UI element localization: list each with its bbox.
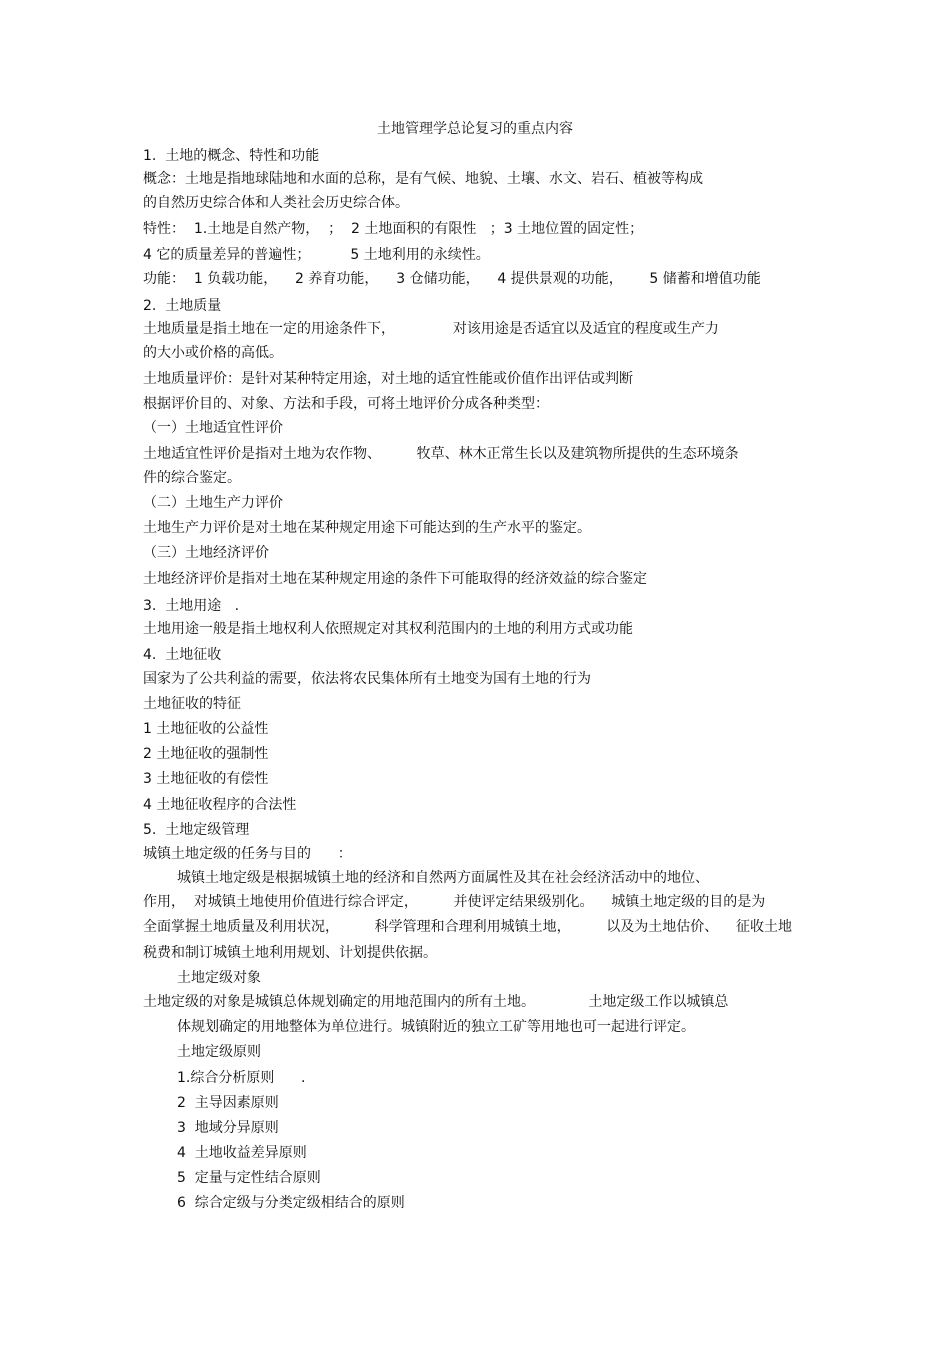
text-line: 国家为了公共利益的需要，依法将农民集体所有土地变为国有土地的行为 [143, 671, 591, 687]
text-line: 2 主导因素原则 [177, 1095, 279, 1111]
text-line: 2 土地征收的强制性 [143, 746, 269, 762]
text-line: 土地经济评价是指对土地在某种规定用途的条件下可能取得的经济效益的综合鉴定 [143, 571, 647, 587]
text-line: 土地征收的特征 [143, 696, 241, 712]
text-line: 件的综合鉴定。 [143, 470, 241, 486]
text-line: 土地定级的对象是城镇总体规划确定的用地范围内的所有土地。 土地定级工作以城镇总 [143, 994, 729, 1010]
text-line: 4 土地收益差异原则 [177, 1145, 307, 1161]
text-line: 1 土地征收的公益性 [143, 721, 269, 737]
text-line: 5 定量与定性结合原则 [177, 1170, 321, 1186]
text-line: 土地生产力评价是对土地在某种规定用途下可能达到的生产水平的鉴定。 [143, 520, 591, 536]
text-line: 4 它的质量差异的普遍性； 5 土地利用的永续性。 [143, 247, 490, 263]
text-line: 土地质量是指土地在一定的用途条件下， 对该用途是否适宜以及适宜的程度或生产力 [143, 321, 719, 337]
text-line: 的大小或价格的高低。 [143, 345, 283, 361]
text-line: 税费和制订城镇土地利用规划、计划提供依据。 [143, 945, 437, 961]
text-line: 全面掌握土地质量及利用状况， 科学管理和合理利用城镇土地， 以及为土地估价、 征收土地 [143, 919, 793, 935]
text-line: 1. 土地的概念、特性和功能 [143, 148, 320, 164]
text-line: 概念：土地是指地球陆地和水面的总称，是有气候、地貌、土壤、水文、岩石、植被等构成 [143, 171, 703, 187]
text-line: 5. 土地定级管理 [143, 822, 250, 838]
text-line: 4 土地征收程序的合法性 [143, 797, 297, 813]
text-line: 3. 土地用途 . [143, 598, 240, 614]
text-line: 城镇土地定级是根据城镇土地的经济和自然两方面属性及其在社会经济活动中的地位、 [177, 870, 709, 886]
text-line: 体规划确定的用地整体为单位进行。城镇附近的独立工矿等用地也可一起进行评定。 [177, 1019, 695, 1035]
document-title: 土地管理学总论复习的重点内容 [377, 121, 573, 137]
text-line: 根据评价目的、对象、方法和手段，可将土地评价分成各种类型： [143, 396, 549, 412]
text-line: 4. 土地征收 [143, 647, 222, 663]
text-line: 土地定级对象 [177, 970, 261, 986]
text-line: 作用， 对城镇土地使用价值进行综合评定， 并使评定结果级别化。 城镇土地定级的目的是为 [143, 894, 766, 910]
text-line: 土地用途一般是指土地权利人依照规定对其权利范围内的土地的利用方式或功能 [143, 621, 633, 637]
text-line: （二）土地生产力评价 [143, 495, 283, 511]
text-line: （一）土地适宜性评价 [143, 420, 283, 436]
text-line: 功能： 1 负载功能， 2 养育功能， 3 仓储功能， 4 提供景观的功能， 5 储蓄和增值功能 [143, 271, 761, 287]
text-line: 土地适宜性评价是指对土地为农作物、 牧草、林木正常生长以及建筑物所提供的生态环境条 [143, 446, 739, 462]
text-line: 土地质量评价：是针对某种特定用途，对土地的适宜性能或价值作出评估或判断 [143, 371, 633, 387]
text-line: 城镇土地定级的任务与目的 ： [143, 846, 352, 862]
text-line: 3 土地征收的有偿性 [143, 771, 269, 787]
text-line: （三）土地经济评价 [143, 545, 269, 561]
text-line: 的自然历史综合体和人类社会历史综合体。 [143, 195, 409, 211]
text-line: 2. 土地质量 [143, 298, 222, 314]
text-line: 特性： 1.土地是自然产物， ； 2 土地面积的有限性 ；3 土地位置的固定性； [143, 221, 644, 237]
text-line: 3 地域分异原则 [177, 1120, 279, 1136]
text-line: 6 综合定级与分类定级相结合的原则 [177, 1195, 405, 1211]
text-line: 土地定级原则 [177, 1044, 261, 1060]
text-line: 1.综合分析原则 . [177, 1070, 306, 1086]
